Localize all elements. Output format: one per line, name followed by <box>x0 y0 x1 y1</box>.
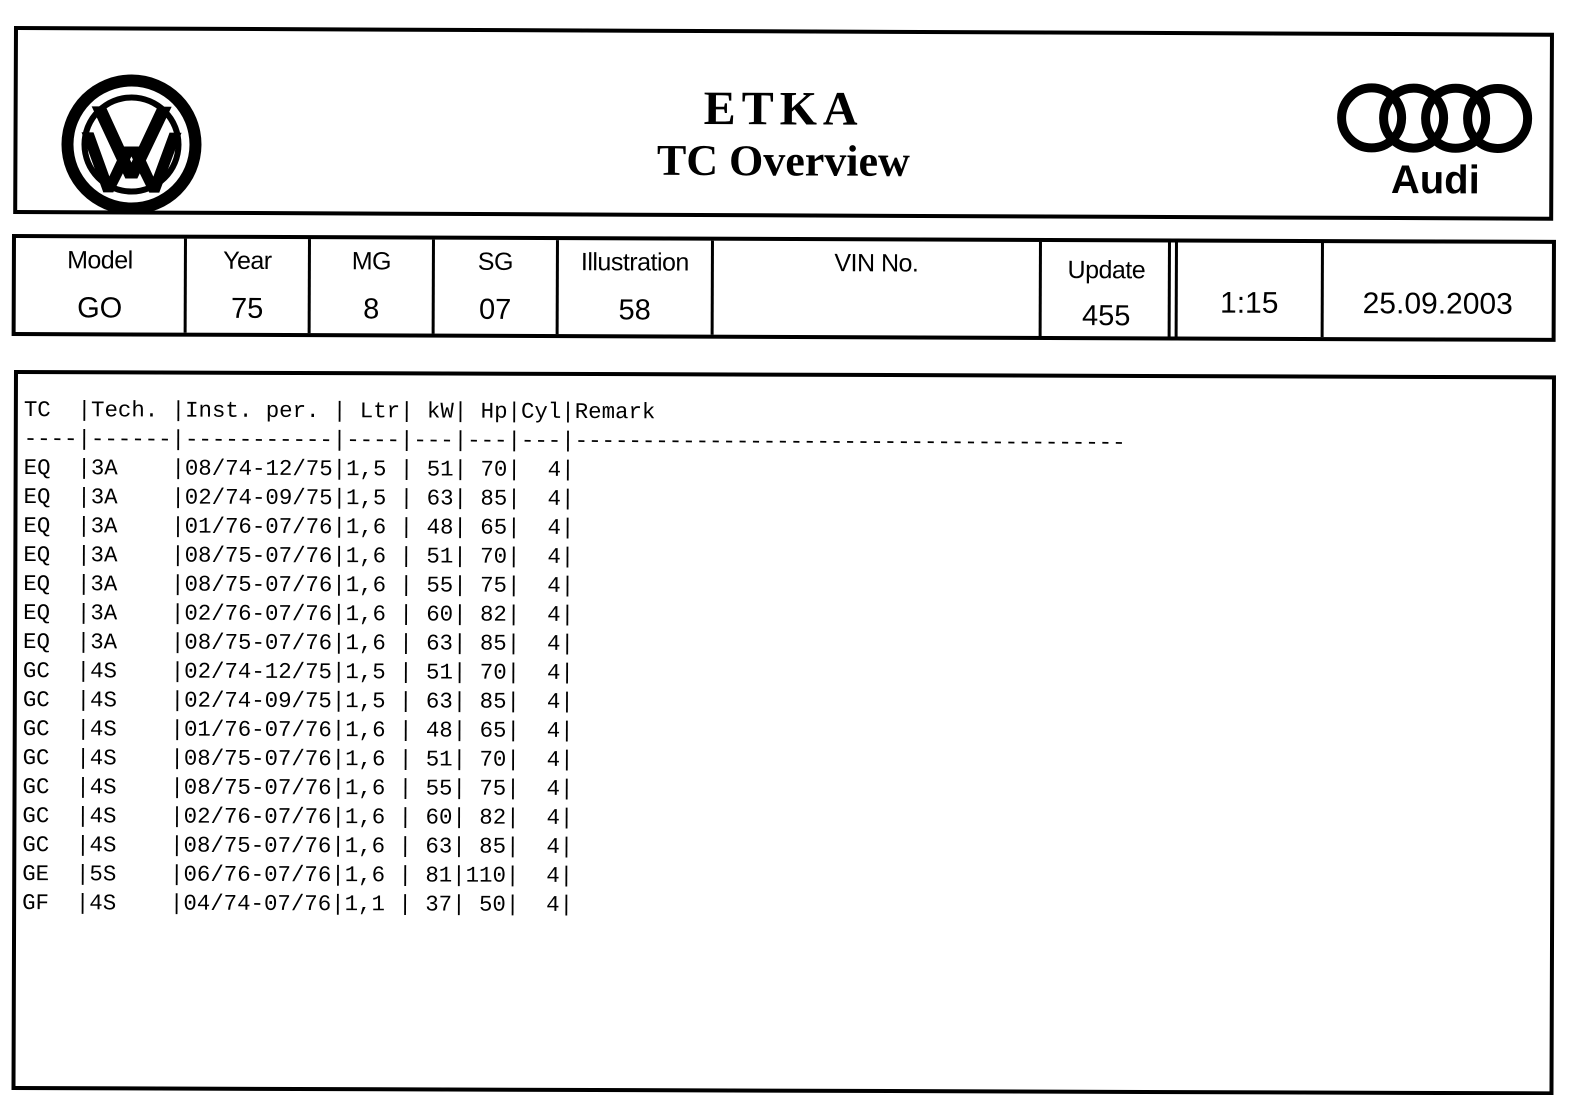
table-separator-row: ----|------|-----------|----|---|---|---|----------------------------------------- <box>23 426 1126 456</box>
year-cell <box>187 239 311 333</box>
update-cell <box>1042 242 1171 336</box>
tc-table-text <box>22 396 1126 922</box>
model-label: Model <box>67 246 133 275</box>
title-block <box>17 80 1549 191</box>
table-row: EQ |3A |01/76-07/76|1,6 | 48| 65| 4| <box>23 513 575 541</box>
year-label: Year <box>223 246 272 275</box>
sg-cell <box>435 240 559 334</box>
illustration-cell <box>559 240 714 335</box>
audi-rings-icon <box>1335 78 1535 159</box>
update-value: 455 <box>1081 300 1131 333</box>
mg-value: 8 <box>363 293 380 326</box>
table-row: GC |4S |02/74-09/75|1,5 | 63| 85| 4| <box>22 687 574 715</box>
info-bar <box>12 234 1556 342</box>
table-row: EQ |3A |08/75-07/76|1,6 | 63| 85| 4| <box>23 629 574 657</box>
audi-logo <box>1335 78 1536 209</box>
scale-cell <box>1178 242 1324 337</box>
sg-label: SG <box>477 247 514 276</box>
table-header-row: TC |Tech. |Inst. per. | Ltr| kW| Hp|Cyl|Remark <box>23 397 656 426</box>
table-row: GC |4S |01/76-07/76|1,6 | 48| 65| 4| <box>22 716 574 744</box>
table-row: EQ |3A |02/74-09/75|1,5 | 63| 85| 4| <box>23 484 575 512</box>
tc-table <box>11 370 1556 1095</box>
vin-cell <box>714 241 1042 336</box>
date-value: 25.09.2003 <box>1362 287 1513 321</box>
vin-value <box>714 295 1039 296</box>
double-separator-a <box>1168 242 1171 336</box>
table-row: GC |4S |02/76-07/76|1,6 | 60| 82| 4| <box>22 803 574 831</box>
table-row: GE |5S |06/76-07/76|1,6 | 81|110| 4| <box>22 861 574 889</box>
model-value: GO <box>77 292 123 325</box>
scale-value: 1:15 <box>1219 286 1279 320</box>
year-value: 75 <box>231 292 264 325</box>
table-row: GC |4S |08/75-07/76|1,6 | 63| 85| 4| <box>22 832 574 860</box>
mg-cell <box>311 239 435 333</box>
table-row: GC |4S |02/74-12/75|1,5 | 51| 70| 4| <box>22 658 574 686</box>
title-tc-overview: TC Overview <box>656 135 910 186</box>
model-cell <box>16 238 187 333</box>
sg-value: 07 <box>479 293 512 326</box>
table-row: EQ |3A |08/74-12/75|1,5 | 51| 70| 4| <box>23 455 575 483</box>
mg-label: MG <box>351 247 392 276</box>
table-row: GC |4S |08/75-07/76|1,6 | 51| 70| 4| <box>22 745 574 773</box>
table-row: GF |4S |04/74-07/76|1,1 | 37| 50| 4| <box>22 890 574 918</box>
vin-label: VIN No. <box>834 249 919 278</box>
document-header <box>13 26 1554 221</box>
table-row: GC |4S |08/75-07/76|1,6 | 55| 75| 4| <box>22 774 574 802</box>
table-row: EQ |3A |08/75-07/76|1,6 | 51| 70| 4| <box>23 542 575 570</box>
update-label: Update <box>1067 256 1146 285</box>
table-row: EQ |3A |02/76-07/76|1,6 | 60| 82| 4| <box>23 600 575 628</box>
title-etka: ETKA <box>703 82 864 136</box>
illustration-value: 58 <box>618 294 651 327</box>
audi-wordmark: Audi <box>1390 158 1480 203</box>
table-row: EQ |3A |08/75-07/76|1,6 | 55| 75| 4| <box>23 571 575 599</box>
illustration-label: Illustration <box>580 248 689 277</box>
date-cell <box>1324 243 1552 338</box>
